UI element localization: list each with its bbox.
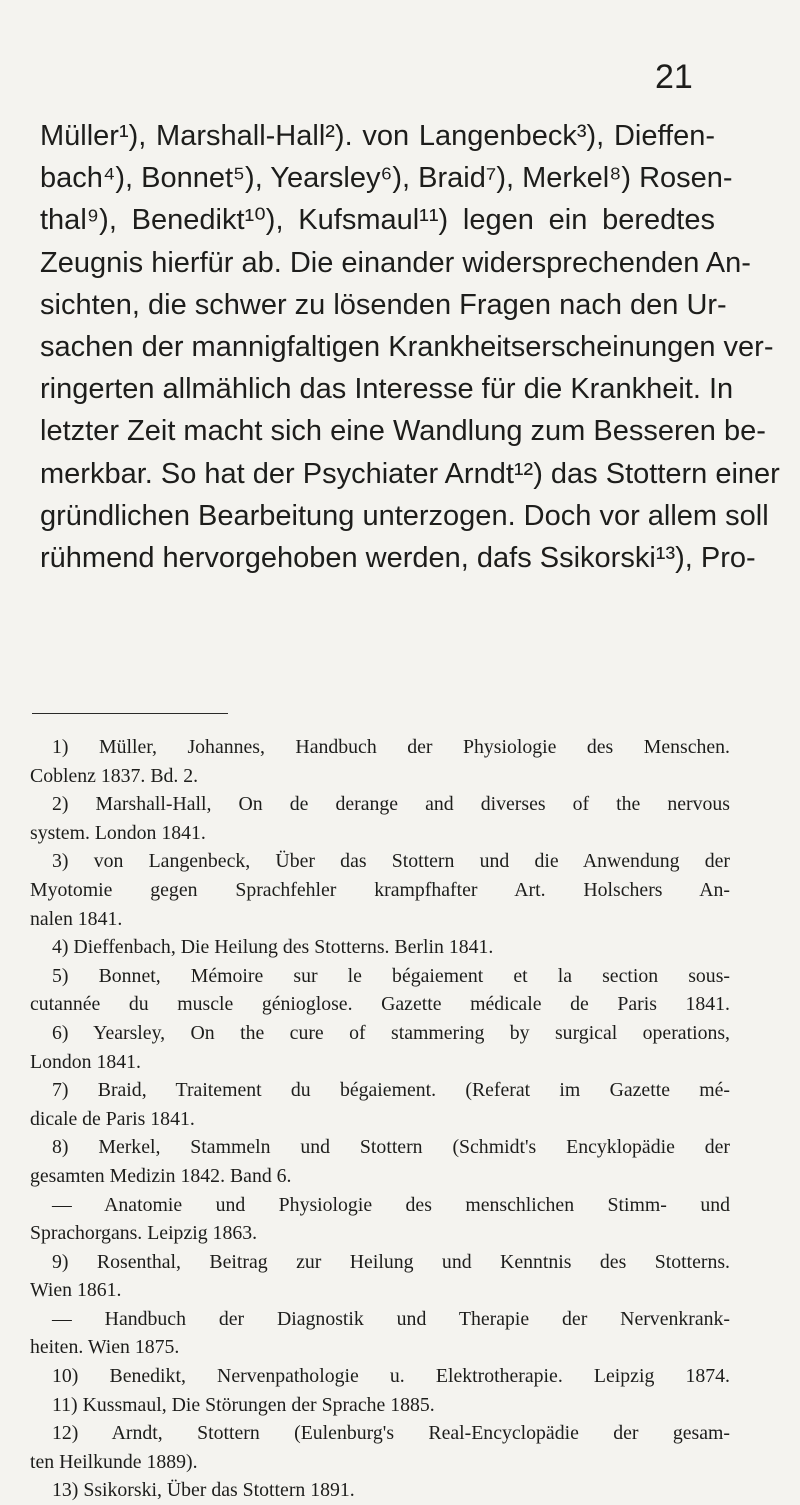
footnote-line: dicale de Paris 1841. — [30, 1107, 195, 1130]
footnotes — [30, 733, 730, 1505]
footnote-line: nalen 1841. — [30, 907, 123, 930]
main-text-line: sichten, die schwer zu lösenden Fragen nach den Ur- — [40, 288, 727, 321]
footnote-line: Sprachorgans. Leipzig 1863. — [30, 1222, 258, 1245]
footnote-line: 1) Müller, Johannes, Handbuch der Physiologie des Menschen. — [52, 736, 730, 758]
page-number: 21 — [655, 58, 693, 96]
footnote-line: Coblenz 1837. Bd. 2. — [30, 764, 199, 787]
footnote-line: 10) Benedikt, Nervenpathologie u. Elektrotherapie. Leipzig 1874. — [52, 1365, 730, 1388]
main-text-line: sachen der mannigfaltigen Krankheitserscheinungen ver- — [40, 331, 774, 364]
main-text-line: gründlichen Bearbeitung unterzogen. Doch vor allem soll — [40, 499, 769, 532]
footnote-line: 8) Merkel, Stammeln und Stottern (Schmidt's Encyklopädie der — [52, 1136, 730, 1159]
footnote-line: system. London 1841. — [30, 821, 206, 844]
main-text-line: thal⁹), Benedikt¹⁰), Kufsmaul¹¹) legen ein beredtes — [40, 204, 715, 237]
main-text-line: rühmend hervorgehoben werden, dafs Ssikorski¹³), Pro- — [40, 542, 756, 575]
footnote-line: gesamten Medizin 1842. Band 6. — [30, 1164, 292, 1187]
footnote-line: — Handbuch der Diagnostik und Therapie der Nervenkrank- — [52, 1307, 730, 1330]
footnote-line: 2) Marshall-Hall, On de derange and diverses of the nervous — [52, 793, 730, 816]
footnote-line: heiten. Wien 1875. — [30, 1336, 180, 1359]
footnote-line: Myotomie gegen Sprachfehler krampfhafter Art. Holschers An- — [30, 878, 730, 901]
footnote-line: 4) Dieffenbach, Die Heilung des Stotterns. Berlin 1841. — [52, 936, 494, 959]
footnote-line: 5) Bonnet, Mémoire sur le bégaiement et la section sous- — [52, 964, 730, 987]
footnote-line: 3) von Langenbeck, Über das Stottern und die Anwendung der — [52, 850, 730, 873]
footnote-line: ten Heilkunde 1889). — [30, 1450, 198, 1473]
footnote-divider — [32, 713, 228, 714]
main-text-line: Zeugnis hierfür ab. Die einander widersprechenden An- — [40, 246, 751, 279]
main-text-line: letzter Zeit macht sich eine Wandlung zum Besseren be- — [40, 415, 766, 448]
main-text-line: Müller¹), Marshall-Hall²). von Langenbeck³), Dieffen- — [40, 120, 715, 152]
footnote-line: 13) Ssikorski, Über das Stottern 1891. — [52, 1479, 355, 1502]
footnote-line: London 1841. — [30, 1050, 141, 1073]
footnote-line: 11) Kussmaul, Die Störungen der Sprache 1885. — [52, 1393, 435, 1416]
main-text-line: ringerten allmählich das Interesse für die Krankheit. In — [40, 373, 734, 406]
footnote-line: Wien 1861. — [30, 1279, 122, 1302]
main-text-line: bach⁴), Bonnet⁵), Yearsley⁶), Braid⁷), Merkel⁸) Rosen- — [40, 162, 733, 195]
footnote-line: cutannée du muscle génioglose. Gazette médicale de Paris 1841. — [30, 993, 730, 1016]
footnote-line: 6) Yearsley, On the cure of stammering by surgical operations, — [52, 1021, 730, 1044]
main-text — [40, 115, 780, 579]
footnote-line: — Anatomie und Physiologie des menschlichen Stimm- und — [52, 1193, 730, 1216]
footnote-line: 9) Rosenthal, Beitrag zur Heilung und Kenntnis des Stotterns. — [52, 1250, 730, 1273]
main-text-line: merkbar. So hat der Psychiater Arndt¹²) das Stottern einer — [40, 457, 780, 490]
footnote-line: 7) Braid, Traitement du bégaiement. (Referat im Gazette mé- — [52, 1079, 730, 1102]
footnote-line: 12) Arndt, Stottern (Eulenburg's Real-Encyclopädie der gesam- — [52, 1422, 730, 1445]
